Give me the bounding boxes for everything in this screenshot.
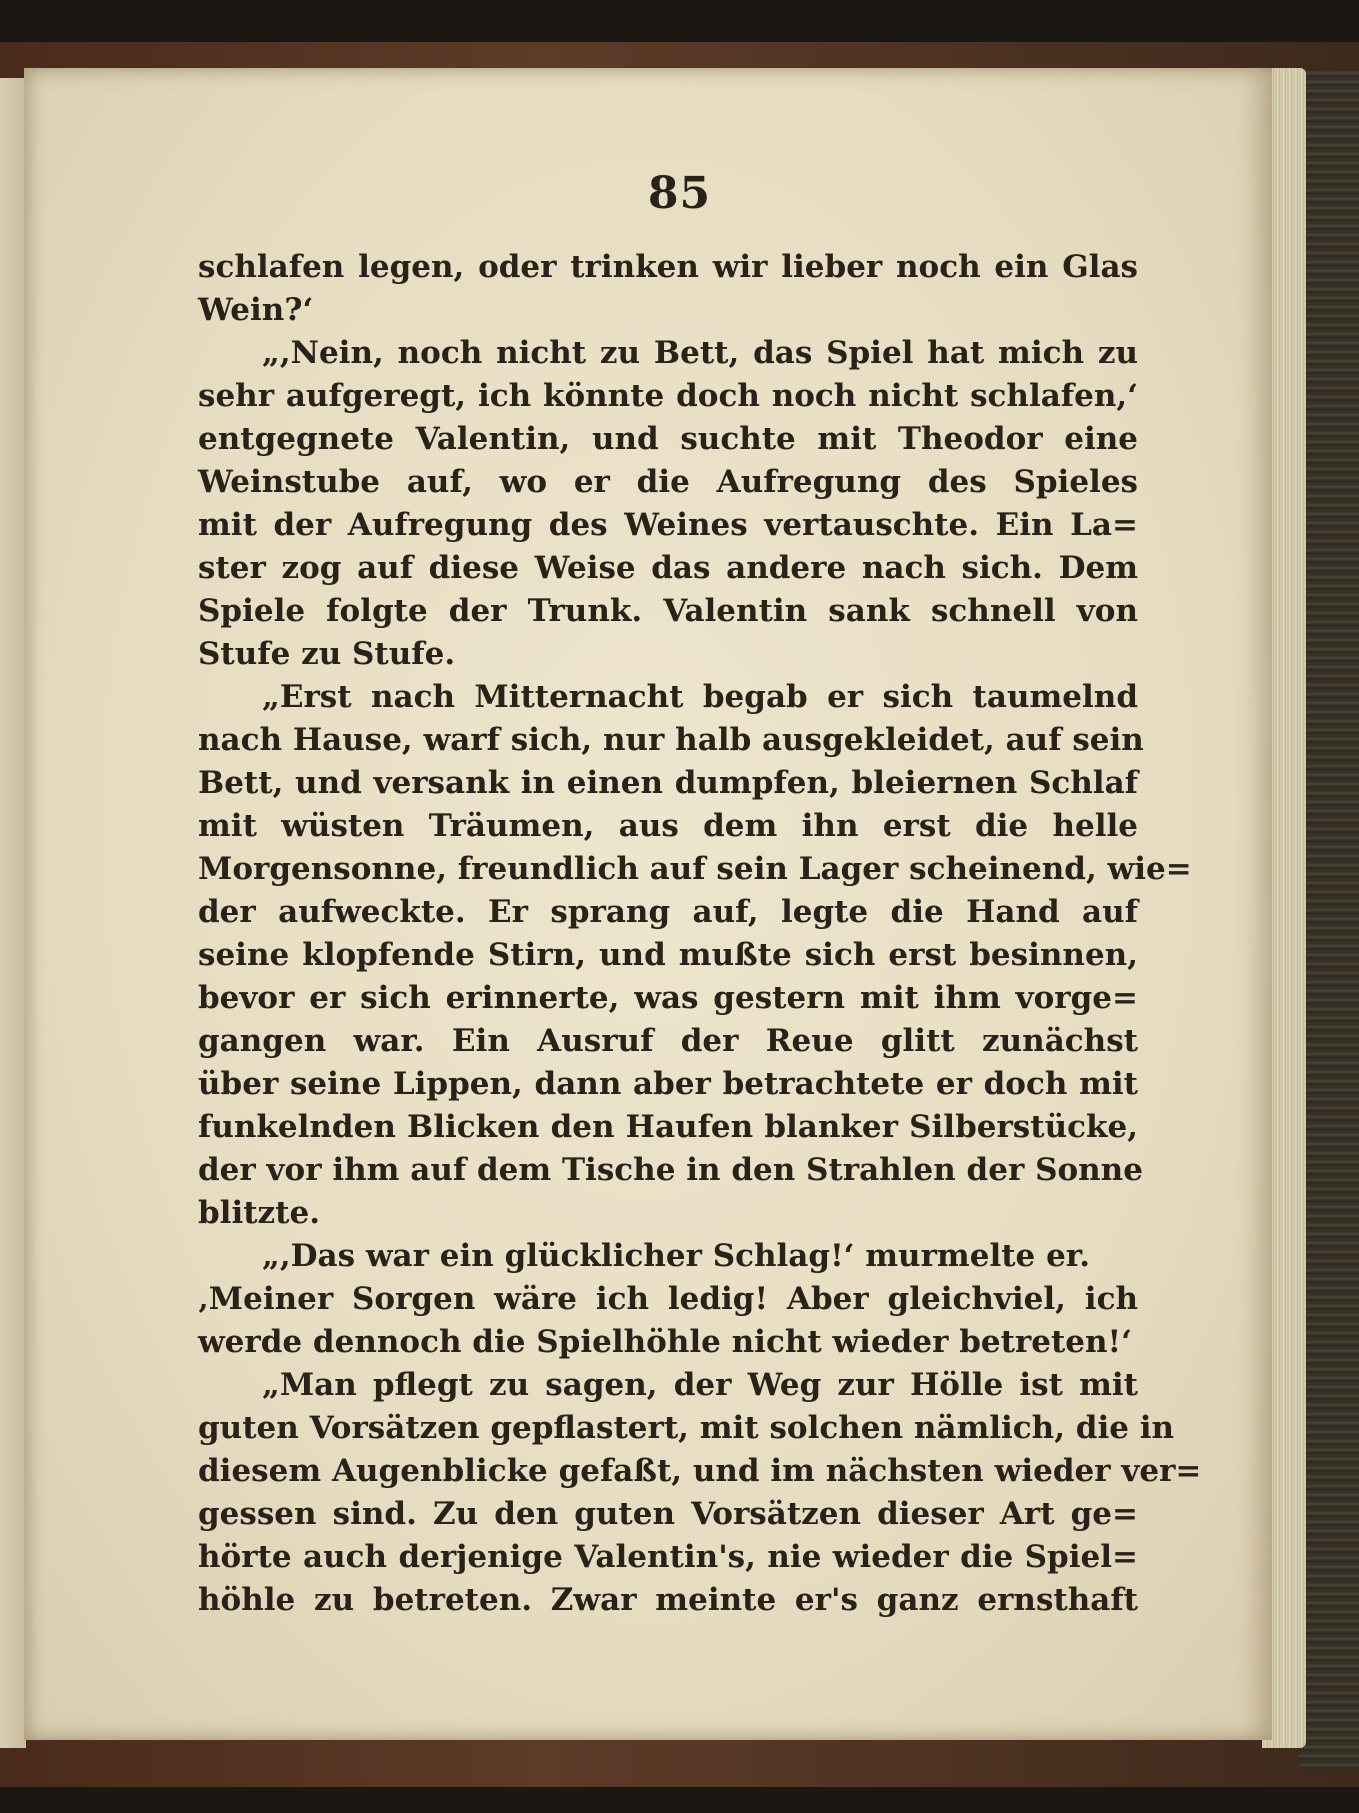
text-line: bevor er sich erinnerte, was gestern mit ihm vorge= <box>198 980 1138 1016</box>
text-line: nach Hause, warf sich, nur halb ausgekleidet, auf sein <box>198 722 1144 758</box>
book-spine <box>1299 70 1359 1770</box>
page-number: 85 <box>647 168 712 219</box>
text-line: gangen war. Ein Ausruf der Reue glitt zunächst <box>198 1023 1138 1059</box>
text-line: blitzte. <box>198 1195 320 1231</box>
text-line: seine klopfende Stirn, und mußte sich erst besinnen, <box>198 937 1138 973</box>
text-line: mit der Aufregung des Weines vertauschte. Ein La= <box>198 507 1138 543</box>
text-line: „Erst nach Mitternacht begab er sich taumelnd <box>262 679 1138 715</box>
text-line: funkelnden Blicken den Haufen blanker Silberstücke, <box>198 1109 1138 1145</box>
text-line: sehr aufgeregt, ich könnte doch noch nicht schlafen,‘ <box>198 378 1138 414</box>
text-line: „,Das war ein glücklicher Schlag!‘ murmelte er. <box>262 1238 1091 1274</box>
text-line: entgegnete Valentin, und suchte mit Theodor eine <box>198 421 1138 457</box>
text-line: über seine Lippen, dann aber betrachtete er doch mit <box>198 1066 1138 1102</box>
text-line: ster zog auf diese Weise das andere nach sich. Dem <box>198 550 1138 586</box>
text-line: ‚Meiner Sorgen wäre ich ledig! Aber gleichviel, ich <box>198 1281 1138 1317</box>
text-line: Stufe zu Stufe. <box>198 636 456 672</box>
text-line: diesem Augenblicke gefaßt, und im nächsten wieder ver= <box>198 1453 1202 1489</box>
text-line: Morgensonne, freundlich auf sein Lager scheinend, wie= <box>198 851 1192 887</box>
text-line: hörte auch derjenige Valentin's, nie wieder die Spiel= <box>198 1539 1138 1575</box>
text-line: Spiele folgte der Trunk. Valentin sank schnell von <box>198 593 1138 629</box>
body-text <box>198 246 1202 1622</box>
text-line: „,Nein, noch nicht zu Bett, das Spiel hat mich zu <box>262 335 1138 371</box>
text-line: der aufweckte. Er sprang auf, legte die Hand auf <box>198 894 1138 930</box>
previous-page-edge <box>0 78 26 1748</box>
text-line: mit wüsten Träumen, aus dem ihn erst die helle <box>198 808 1138 844</box>
text-line: Wein?‘ <box>198 292 314 328</box>
text-line: Weinstube auf, wo er die Aufregung des Spieles <box>198 464 1138 500</box>
text-line: der vor ihm auf dem Tische in den Strahlen der Sonne <box>198 1152 1143 1188</box>
text-line: höhle zu betreten. Zwar meinte er's ganz ernsthaft <box>198 1582 1138 1618</box>
text-line: „Man pflegt zu sagen, der Weg zur Hölle ist mit <box>262 1367 1138 1403</box>
text-line: werde dennoch die Spielhöhle nicht wieder betreten!‘ <box>198 1324 1132 1360</box>
text-line: gessen sind. Zu den guten Vorsätzen dieser Art ge= <box>198 1496 1138 1532</box>
text-line: Bett, und versank in einen dumpfen, bleiernen Schlaf <box>198 765 1138 801</box>
text-line: schlafen legen, oder trinken wir lieber noch ein Glas <box>198 249 1138 285</box>
text-line: guten Vorsätzen gepflastert, mit solchen nämlich, die in <box>198 1410 1175 1446</box>
